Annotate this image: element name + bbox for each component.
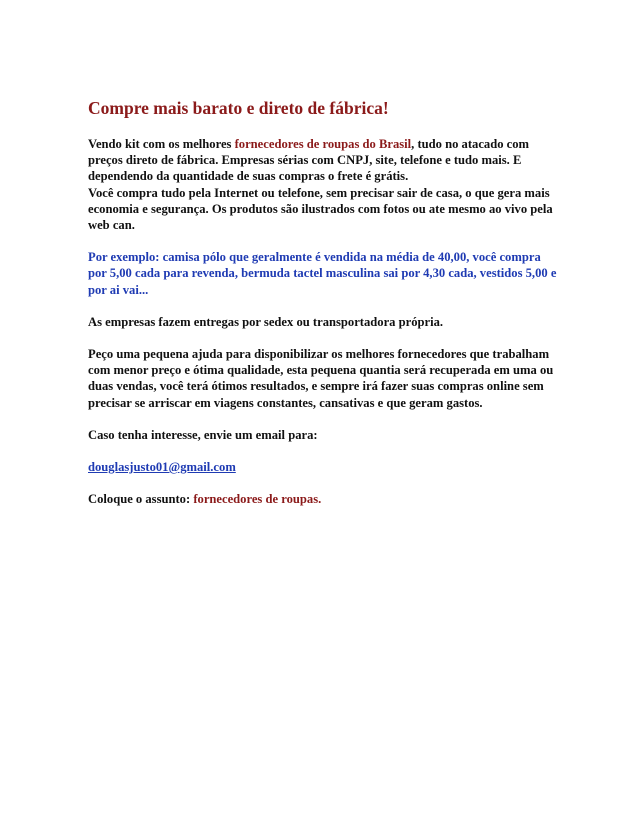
intro-highlight: fornecedores de roupas do Brasil — [234, 137, 412, 151]
spacer — [88, 233, 558, 249]
intro-text-more: Você compra tudo pela Internet ou telefone, sem precisar sair de casa, o que gera mais economia e segurança. Os produtos são ilustrados com fotos ou ate mesmo ao vivo pela web can. — [88, 185, 553, 233]
spacer — [88, 411, 558, 427]
help-paragraph: Peço uma pequena ajuda para disponibilizar os melhores fornecedores que trabalham com menor preço e ótima qualidade, esta pequena quantia será recuperada em uma ou duas vendas, você terá ótimos resultados, e sempre irá fazer suas compras online sem precisar se arriscar em viagens constantes, cansativas e que geram gastos. — [88, 347, 554, 410]
contact-prompt: Caso tenha interesse, envie um email para: — [88, 427, 318, 442]
intro-paragraph — [88, 136, 558, 233]
spacer — [88, 298, 558, 314]
email-link[interactable]: douglasjusto01@gmail.com — [88, 460, 236, 475]
intro-text-start: Vendo kit com os melhores — [88, 137, 235, 151]
delivery-paragraph: As empresas fazem entregas por sedex ou transportadora própria. — [88, 314, 444, 329]
example-paragraph: Por exemplo: camisa pólo que geralmente é vendida na média de 40,00, você compra por 5,00 cada para revenda, bermuda tactel masculina sai por 4,30 cada, vestidos 5,00 e por ai vai... — [88, 250, 557, 297]
spacer — [88, 475, 558, 491]
intro-text-end: , tudo no atacado com preços direto de fábrica. Empresas sérias com CNPJ, site, telefone e tudo mais. E dependendo da quantidade de suas compras o frete é grátis. — [88, 137, 530, 184]
subject-line — [88, 491, 558, 507]
page-title: Compre mais barato e direto de fábrica! — [88, 98, 389, 118]
document-page — [88, 97, 558, 507]
subject-value: fornecedores de roupas. — [193, 492, 322, 507]
spacer — [88, 443, 558, 459]
spacer — [88, 330, 558, 346]
subject-label: Coloque o assunto: — [88, 492, 194, 507]
